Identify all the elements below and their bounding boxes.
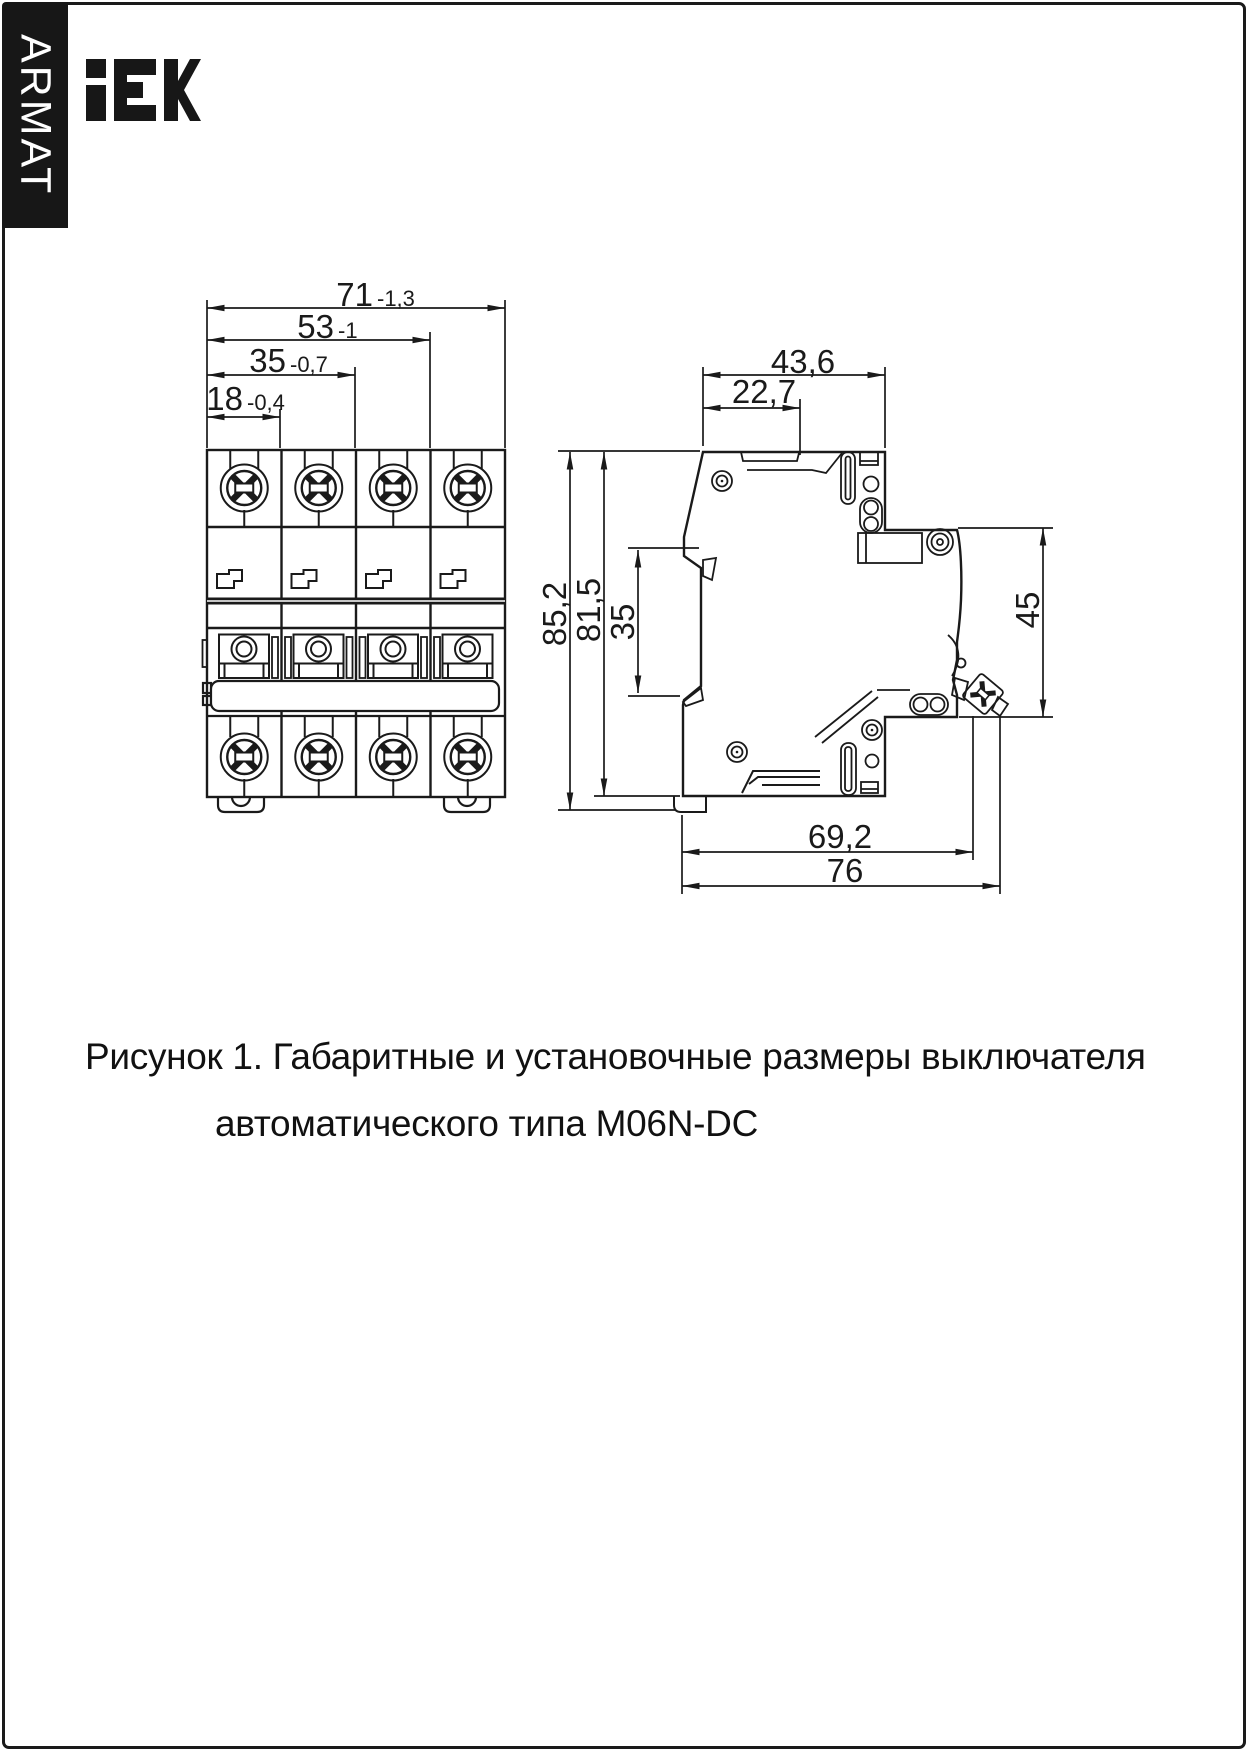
dim-label-43-6: 43,6 bbox=[770, 343, 836, 380]
dim-label-71: 71 bbox=[336, 276, 373, 313]
figure-caption-line1: Рисунок 1. Габаритные и установочные размеры выключателя bbox=[85, 1036, 1146, 1077]
dim-tol-53: -1 bbox=[338, 318, 358, 343]
figure-caption-line2: автоматического типа M06N-DC bbox=[215, 1103, 758, 1144]
dim-tol-35: -0,7 bbox=[290, 352, 328, 377]
dim-label-76: 76 bbox=[826, 852, 864, 889]
dim-label-35-rail: 35 bbox=[604, 603, 641, 641]
dim-label-18: 18 bbox=[206, 380, 243, 417]
armat-banner-text: ARMAT bbox=[11, 33, 60, 197]
dim-label-35: 35 bbox=[249, 342, 286, 379]
front-view-drawing bbox=[203, 276, 506, 812]
side-view-drawing bbox=[536, 343, 1053, 894]
dim-label-81-5: 81,5 bbox=[570, 577, 607, 643]
dim-tol-18: -0,4 bbox=[247, 390, 285, 415]
dim-label-69-2: 69,2 bbox=[807, 818, 873, 855]
dim-label-53: 53 bbox=[297, 308, 334, 345]
dim-tol-71: -1,3 bbox=[377, 286, 415, 311]
dim-label-22-7: 22,7 bbox=[731, 373, 797, 410]
dim-label-45: 45 bbox=[1009, 591, 1046, 629]
dim-label-85-2: 85,2 bbox=[536, 581, 573, 647]
